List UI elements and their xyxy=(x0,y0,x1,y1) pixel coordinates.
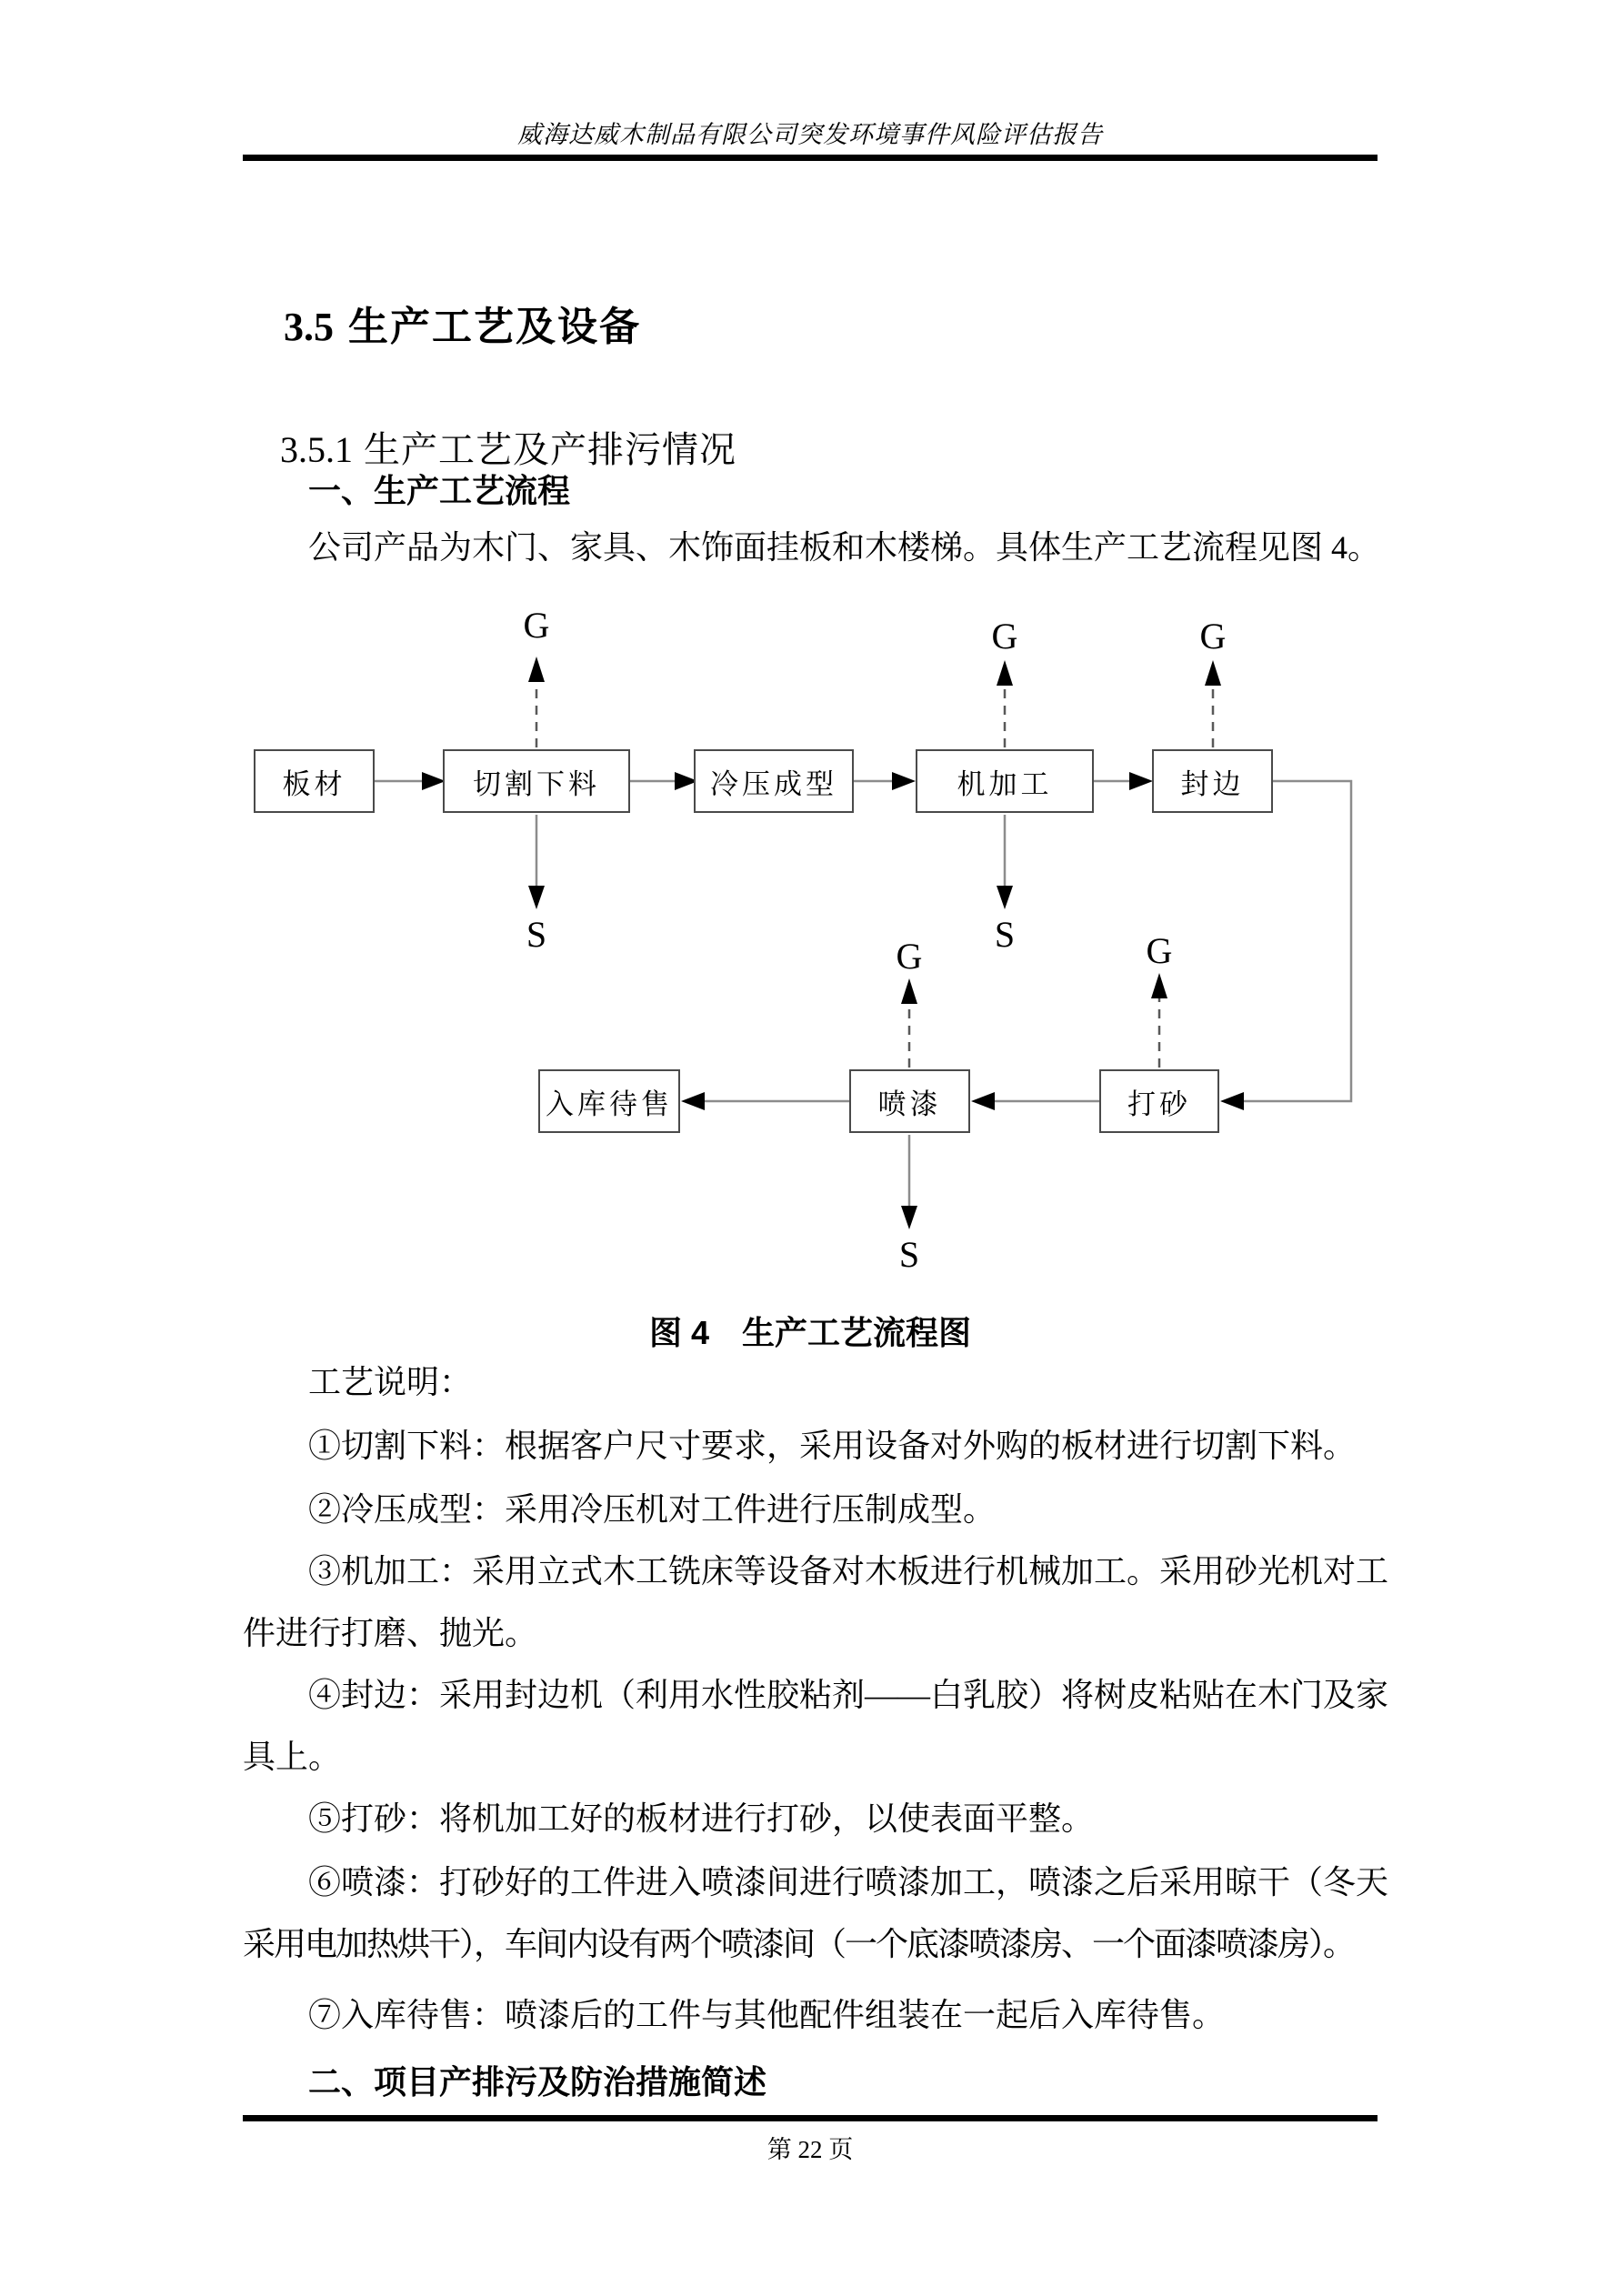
subsection-number: 3.5.1 xyxy=(280,429,353,470)
flow-box-lengya xyxy=(694,749,854,813)
flow-box-fengbian xyxy=(1152,749,1273,813)
flow-box-ruku xyxy=(538,1069,680,1133)
flow-box-penqi xyxy=(849,1069,970,1133)
emission-label-s-qiege: S xyxy=(526,914,547,955)
page-header-title: 威海达威木制品有限公司突发环境事件风险评估报告 xyxy=(517,121,1103,148)
page-number: 第 22 页 xyxy=(766,2136,854,2163)
flow-box-dasha xyxy=(1099,1069,1219,1133)
gas-emission-arrowheads xyxy=(528,657,1221,1004)
flow-box-label: 切割下料 xyxy=(473,767,600,800)
note-line-6: ⑥喷漆：打砂好的工件进入喷漆间进行喷漆加工，喷漆之后采用晾干（冬天 xyxy=(308,1864,1389,1900)
note-line-3b: 件进行打磨、抛光。 xyxy=(243,1615,538,1651)
note-line-1: ①切割下料：根据客户尺寸要求，采用设备对外购的板材进行切割下料。 xyxy=(308,1428,1357,1464)
note-line-2: ②冷压成型：采用冷压机对工件进行压制成型。 xyxy=(308,1491,997,1528)
figure-caption: 图 4 生产工艺流程图 xyxy=(648,1314,972,1351)
emission-label-g-jijiagong: G xyxy=(991,616,1018,657)
list-heading-pollution-control: 二、项目产排污及防治措施简述 xyxy=(308,2063,767,2100)
flow-box-label: 打砂 xyxy=(1127,1088,1191,1120)
emission-label-s-jijiagong: S xyxy=(994,914,1016,955)
section-title-text: 生产工艺及设备 xyxy=(348,305,641,349)
flow-box-label: 封边 xyxy=(1180,767,1245,800)
flow-box-jijiagong xyxy=(916,749,1094,813)
gas-emission-arrows xyxy=(536,680,1213,1068)
note-line-7: ⑦入库待售：喷漆后的工件与其他配件组装在一起后入库待售。 xyxy=(308,1997,1226,2033)
emission-label-g-qiege: G xyxy=(523,605,550,646)
footer-rule xyxy=(243,2115,1378,2121)
emission-label-g-fengbian: G xyxy=(1199,616,1227,657)
intro-paragraph: 公司产品为木门、家具、木饰面挂板和木楼梯。具体生产工艺流程见图 4。 xyxy=(308,529,1381,566)
flow-box-label: 喷漆 xyxy=(877,1088,942,1120)
note-line-4: ④封边：采用封边机（利用水性胶粘剂——白乳胶）将树皮粘贴在木门及家 xyxy=(308,1677,1389,1713)
note-line-5: ⑤打砂：将机加工好的板材进行打砂，以使表面平整。 xyxy=(308,1800,1095,1837)
section-heading-3-5 xyxy=(244,247,641,398)
emission-label-g-penqi: G xyxy=(896,936,923,977)
emission-label-s-penqi: S xyxy=(898,1234,920,1275)
note-line-4b: 具上。 xyxy=(243,1739,342,1775)
flow-box-label: 机加工 xyxy=(957,767,1053,800)
section-number: 3.5 xyxy=(284,305,334,349)
note-line-6b: 采用电加热烘干），车间内设有两个喷漆间（一个底漆喷漆房、一个面漆喷漆房）。 xyxy=(243,1926,1355,1962)
list-heading-process-flow: 一、生产工艺流程 xyxy=(308,472,571,509)
solid-emission-arrowheads xyxy=(528,886,1013,1229)
flow-box-bancai xyxy=(254,749,375,813)
flow-box-qiege xyxy=(443,749,630,813)
header-rule xyxy=(243,155,1378,161)
flow-box-label: 冷压成型 xyxy=(710,767,837,800)
note-line-3: ③机加工：采用立式木工铣床等设备对木板进行机械加工。采用砂光机对工 xyxy=(308,1553,1389,1589)
solid-emission-arrows xyxy=(536,815,1005,1208)
emission-label-g-dasha: G xyxy=(1146,930,1173,971)
flow-box-label: 板材 xyxy=(282,767,346,800)
notes-lead: 工艺说明： xyxy=(308,1364,473,1400)
flow-box-label: 入库待售 xyxy=(546,1088,673,1120)
subsection-title-text: 生产工艺及产排污情况 xyxy=(364,430,736,470)
